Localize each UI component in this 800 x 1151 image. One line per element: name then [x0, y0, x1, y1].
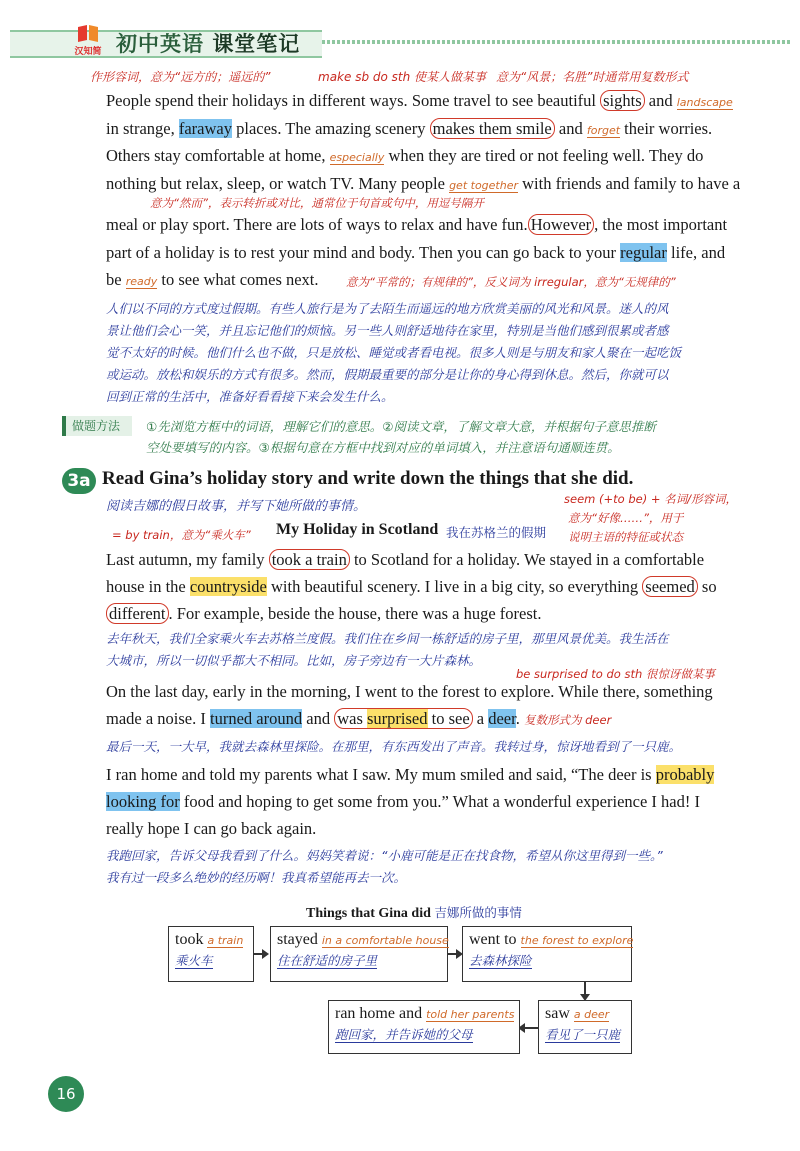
story-line: different . For example, beside the house, there was a huge forest. — [106, 604, 541, 624]
title-sub: 课堂笔记 — [212, 32, 301, 56]
book-icon — [78, 26, 98, 42]
story-line: made a noise. I turned around and was surprised to see a deer. 复数形式为 deer — [106, 709, 612, 728]
passage-line: People spend their holidays in different ways. Some travel to see beautiful sights and landscape — [106, 91, 733, 110]
flow-box-went-to: went to the forest to explore 去森林探险 — [462, 926, 632, 982]
story-translation-1: 去年秋天，我们全家乘火车去苏格兰度假。我们住在乡间一栋舒适的房子里，那里风景优美。我生活在 大城市，所以一切似乎都大不相同。比如，房子旁边有一大片森林。 — [106, 631, 669, 668]
passage-line: part of a holiday is to rest your mind and body. Then you can go back to your regular life, and — [106, 243, 726, 262]
page-header — [0, 24, 800, 60]
highlight-countryside: countryside — [189, 577, 267, 596]
header-dotted-rule — [322, 40, 792, 44]
note-faraway: 作形容词，意为“远方的；遥远的” — [90, 70, 271, 84]
marked-makes-them-smile: makes them smile — [430, 118, 555, 139]
marked-different: different — [106, 603, 169, 624]
translation-paragraph: 人们以不同的方式度过假期。有些人旅行是为了去陌生而遥远的地方欣赏美丽的风光和风景。迷人的风 景让他们会心一笑，并且忘记他们的烦恼。另一些人则舒适地待在家里，特别是当他们感到很累或者感 觉不太好的时候。他们什么也不做，只是放松、睡觉或者看电视。很多人则是与朋友和家人聚在一起吃饭 或运动。放松和娱乐的方式有很多。然而，假期最重要的部分是让你的身心得到休息。然后，你就可以 回到正常的生活中，准备好看看接下来会发生什么。 — [106, 301, 682, 404]
fill-especially: especially — [329, 151, 385, 164]
story-title-translation: 我在苏格兰的假期 — [446, 525, 547, 540]
flow-box-stayed: stayed in a comfortable house 住在舒适的房子里 — [270, 926, 448, 982]
flow-box-ran-home: ran home and told her parents 跑回家，并告诉她的父母 — [328, 1000, 520, 1054]
flow-box-saw: saw a deer 看见了一只鹿 — [538, 1000, 632, 1054]
marked-sights: sights — [600, 90, 645, 111]
highlight-faraway: faraway — [178, 119, 232, 138]
exercise-badge: 3a — [62, 468, 96, 494]
highlight-turned-around: turned around — [210, 709, 303, 728]
note-sights: 意为“风景；名胜”时通常用复数形式 — [496, 70, 689, 84]
story-translation-3: 我跑回家，告诉父母我看到了什么。妈妈笑着说：“小鹿可能是正在找食物，希望从你这里得到一些。” 我有过一段多么绝妙的经历啊！我真希望能再去一次。 — [106, 848, 663, 885]
method-text: ①先浏览方框中的词语，理解它们的意思。②阅读文章，了解文章大意，并根据句子意思推断 空处要填写的内容。③根据句意在方框中找到对应的单词填入，并注意语句通顺连贯。 — [146, 419, 656, 455]
flow-title: Things that Gina did 吉娜所做的事情 — [306, 905, 522, 921]
passage-line: Others stay comfortable at home, especially when they are tired or not feeling well. They do — [106, 146, 704, 165]
story-translation-2: 最后一天，一大早，我就去森林里探险。在那里，有东西发出了声音。我转过身，惊讶地看到了一只鹿。 — [106, 739, 682, 754]
story-line: looking for food and hoping to get some from you.” What a wonderful experience I had! I — [106, 792, 700, 811]
page-title — [116, 28, 300, 58]
passage-line: meal or play sport. There are lots of ways to relax and have fun. However , the most important — [106, 215, 728, 234]
note-took-train: = by train，意为“乘火车” — [112, 528, 251, 542]
exercise-instruction: Read Gina’s holiday story and write down the things that she did. — [102, 468, 634, 489]
flow-box-took: took a train 乘火车 — [168, 926, 254, 982]
passage-line: in strange, faraway places. The amazing scenery makes them smile and forget their worries. — [106, 119, 713, 138]
note-deer-plural: 复数形式为 deer — [523, 713, 612, 727]
story-line: Last autumn, my family took a train to Scotland for a holiday. We stayed in a comfortable — [106, 550, 705, 569]
highlight-deer: deer — [488, 709, 516, 728]
story-line: house in the countryside with beautiful scenery. I live in a big city, so everything seemed so — [106, 577, 717, 596]
story-line: On the last day, early in the morning, I went to the forest to explore. While there, something — [106, 682, 713, 701]
highlight-probably: probably — [655, 765, 715, 784]
note-surprised: be surprised to do sth 很惊讶做某事 — [516, 667, 715, 681]
fill-get-together: get together — [449, 179, 519, 192]
marked-seemed: seemed — [642, 576, 697, 597]
story-line: really hope I can go back again. — [106, 819, 317, 838]
highlight-surprised: surprised — [367, 709, 428, 728]
note-regular: 意为“平常的；有规律的”，反义词为 irregular，意为“无规律的” — [346, 275, 676, 289]
story-line: I ran home and told my parents what I saw. My mum smiled and said, “The deer is probably — [106, 765, 715, 784]
fill-landscape: landscape — [676, 96, 733, 109]
highlight-regular: regular — [620, 243, 667, 262]
marked-took-a-train: took a train — [269, 549, 350, 570]
brand-name: 汉知简 — [74, 47, 102, 57]
story-title: My Holiday in Scotland — [276, 521, 439, 538]
note-however: 意为“然而”，表示转折或对比，通常位于句首或句中，用逗号隔开 — [150, 196, 484, 210]
highlight-looking-for: looking for — [106, 792, 180, 811]
marked-however: However — [528, 214, 594, 235]
brand-logo — [68, 24, 108, 58]
arrow-right-icon — [262, 949, 269, 959]
fill-forget: forget — [586, 124, 621, 137]
marked-was-surprised-to-see: was surprised to see — [334, 708, 472, 729]
instruction-translation: 阅读吉娜的假日故事，并写下她所做的事情。 — [106, 499, 367, 514]
fill-ready: ready — [125, 275, 158, 288]
title-main: 初中英语 — [116, 32, 204, 56]
passage-line: nothing but relax, sleep, or watch TV. Many people get together with friends and family to have a — [106, 174, 741, 193]
page-number: 16 — [48, 1076, 84, 1112]
passage-line: be ready to see what comes next. — [106, 270, 319, 289]
note-seem: seem (+to be) + 名词/形容词， 意为“好像……”，用于 说明主语的特征或状态 — [564, 492, 738, 544]
note-makes: make sb do sth 使某人做某事 — [318, 70, 487, 84]
method-tag: 做题方法 — [62, 416, 132, 436]
